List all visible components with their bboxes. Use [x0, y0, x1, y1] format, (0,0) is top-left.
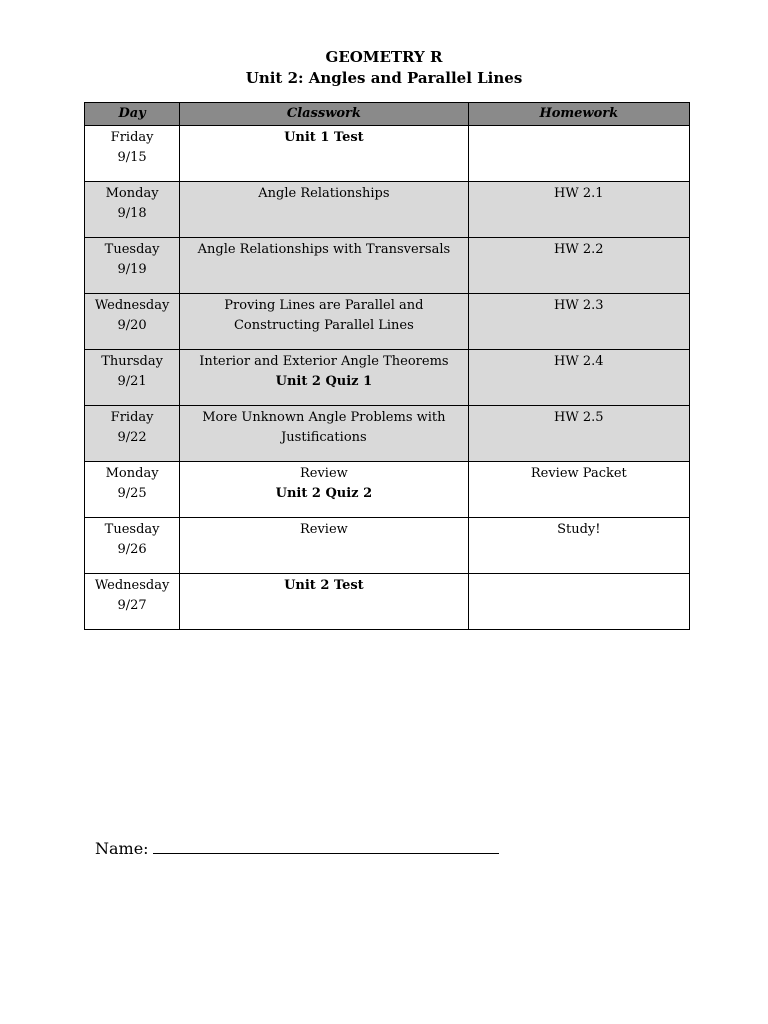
- classwork-assessment: Unit 2 Quiz 1: [275, 373, 373, 389]
- day-cell: [85, 462, 180, 518]
- classwork-assessment: Unit 2 Quiz 2: [275, 485, 373, 501]
- table-row: [85, 518, 690, 574]
- classwork-assessment: Unit 2 Test: [284, 578, 364, 593]
- classwork-cell: [180, 294, 468, 350]
- classwork-assessment: Unit 1 Test: [284, 130, 364, 145]
- day-cell: [85, 406, 180, 462]
- homework-cell: [468, 294, 689, 350]
- day-cell: [85, 294, 180, 350]
- homework-text: HW 2.1: [554, 186, 604, 201]
- day-cell: [85, 238, 180, 294]
- day-cell: [85, 350, 180, 406]
- classwork-cell: [180, 518, 468, 574]
- table-header-row: [85, 103, 690, 126]
- homework-text: Study!: [557, 522, 601, 537]
- homework-cell: [468, 238, 689, 294]
- header-classwork: Classwork: [180, 103, 468, 126]
- homework-text: HW 2.2: [554, 242, 604, 257]
- name-blank-line[interactable]: [153, 837, 499, 854]
- classwork-text: Angle Relationships: [258, 186, 390, 201]
- table-row: [85, 462, 690, 518]
- homework-text: HW 2.3: [554, 298, 604, 313]
- day-cell: [85, 574, 180, 630]
- schedule-table: [84, 102, 690, 630]
- classwork-cell: [180, 406, 468, 462]
- classwork-cell: [180, 574, 468, 630]
- classwork-cell: [180, 350, 468, 406]
- day-name: Tuesday: [104, 242, 160, 257]
- day-name: Wednesday: [94, 298, 170, 313]
- name-field: [95, 837, 499, 860]
- classwork-text: Interior and Exterior Angle Theorems: [199, 354, 449, 369]
- classwork-cell: [180, 126, 468, 182]
- homework-text: HW 2.5: [554, 410, 604, 425]
- day-date: 9/15: [117, 149, 147, 165]
- classwork-cell: [180, 182, 468, 238]
- day-name: Wednesday: [94, 578, 170, 593]
- day-date: 9/21: [117, 373, 147, 389]
- homework-text: Review Packet: [530, 466, 627, 481]
- day-cell: [85, 126, 180, 182]
- homework-cell: [468, 574, 689, 630]
- day-name: Friday: [110, 410, 154, 425]
- table-row: [85, 406, 690, 462]
- header-day: Day: [85, 103, 180, 126]
- homework-cell: [468, 462, 689, 518]
- day-name: Friday: [110, 130, 154, 145]
- homework-text: HW 2.4: [554, 354, 604, 369]
- homework-cell: [468, 518, 689, 574]
- day-cell: [85, 518, 180, 574]
- day-date: 9/19: [117, 261, 147, 277]
- day-date: 9/26: [117, 541, 147, 557]
- homework-text: [469, 126, 689, 128]
- document-title: GEOMETRY R: [325, 48, 443, 66]
- table-row: [85, 294, 690, 350]
- day-name: Monday: [105, 186, 159, 201]
- header-homework: Homework: [468, 103, 689, 126]
- day-date: 9/25: [117, 485, 147, 501]
- day-date: 9/20: [117, 317, 147, 333]
- homework-cell: [468, 406, 689, 462]
- day-date: 9/22: [117, 429, 147, 445]
- classwork-text: More Unknown Angle Problems with Justifications: [202, 410, 446, 445]
- table-row: [85, 574, 690, 630]
- homework-text: [469, 574, 689, 576]
- classwork-cell: [180, 238, 468, 294]
- classwork-text: Review: [299, 522, 348, 537]
- day-date: 9/27: [117, 597, 147, 613]
- homework-cell: [468, 350, 689, 406]
- classwork-cell: [180, 462, 468, 518]
- document-subtitle: Unit 2: Angles and Parallel Lines: [245, 69, 523, 87]
- classwork-text: Proving Lines are Parallel and Constructing Parallel Lines: [224, 298, 424, 333]
- day-cell: [85, 182, 180, 238]
- table-row: [85, 350, 690, 406]
- classwork-text: Review: [299, 466, 348, 481]
- homework-cell: [468, 182, 689, 238]
- table-row: [85, 238, 690, 294]
- name-label: Name:: [95, 839, 149, 858]
- day-name: Tuesday: [104, 522, 160, 537]
- day-name: Thursday: [101, 354, 163, 369]
- table-row: [85, 126, 690, 182]
- day-date: 9/18: [117, 205, 147, 221]
- homework-cell: [468, 126, 689, 182]
- table-row: [85, 182, 690, 238]
- classwork-text: Angle Relationships with Transversals: [197, 242, 451, 257]
- day-name: Monday: [105, 466, 159, 481]
